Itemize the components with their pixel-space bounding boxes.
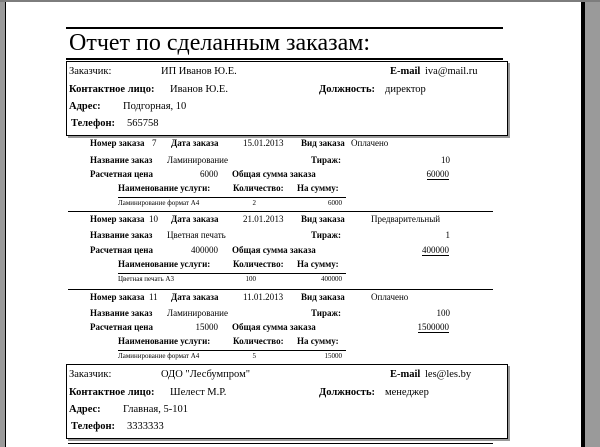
order-date: 15.01.2013 [243, 138, 284, 148]
sum-header: На сумму: [297, 183, 339, 193]
service-quantity: 2 [252, 199, 256, 207]
contact-value: Иванов Ю.Е. [170, 84, 228, 95]
customer-label: Заказчик: [69, 369, 112, 380]
customer-name: ОДО "Лесбумпром" [161, 369, 251, 380]
position-label: Должность: [319, 84, 376, 95]
service-sum: 6000 [328, 199, 342, 207]
order-separator [68, 289, 493, 290]
circulation-value: 1 [445, 230, 450, 240]
order-name: Ламинирование [167, 155, 228, 165]
customer-label: Заказчик: [69, 66, 112, 77]
order-number-label: Номер заказа [90, 138, 145, 148]
order-type: Предварительный [371, 214, 441, 224]
report-title: Отчет по сделанным заказам: [69, 30, 371, 56]
service-quantity: 100 [245, 275, 256, 283]
order-type-label: Вид заказа [301, 292, 345, 302]
phone-value: 565758 [127, 118, 159, 129]
circulation-value: 100 [436, 308, 450, 318]
phone-label: Телефон: [71, 421, 116, 432]
customer-name: ИП Иванов Ю.Е. [161, 66, 237, 77]
total-label: Общая сумма заказа [232, 322, 316, 332]
phone-label: Телефон: [71, 118, 116, 129]
order-name-label: Название заказ [90, 308, 153, 318]
unit-price-label: Расчетная цена [90, 245, 153, 255]
position-value: менеджер [385, 387, 429, 398]
order-number: 11 [149, 292, 158, 302]
circulation-label: Тираж: [311, 155, 341, 165]
unit-price-value: 400000 [191, 245, 218, 255]
service-sum: 400000 [321, 275, 342, 283]
order-separator [68, 211, 493, 212]
services-header-rule [118, 273, 346, 274]
circulation-label: Тираж: [311, 308, 341, 318]
email-value: iva@mail.ru [425, 66, 478, 77]
total-value: 60000 [426, 169, 449, 179]
service-name-header: Наименование услуги: [118, 183, 211, 193]
email-value: les@les.by [425, 369, 472, 380]
position-value: директор [385, 84, 426, 95]
report-page [5, 2, 582, 447]
quantity-header: Количество: [233, 183, 284, 193]
customer-block [66, 364, 508, 439]
order-date-label: Дата заказа [171, 214, 219, 224]
email-label: E-mail [390, 369, 421, 380]
address-value: Главная, 5-101 [123, 404, 188, 415]
unit-price-label: Расчетная цена [90, 169, 153, 179]
order-number: 7 [152, 138, 157, 148]
service-name: Цветная печать А3 [118, 275, 174, 283]
services-header-rule [118, 197, 346, 198]
order-date-label: Дата заказа [171, 138, 219, 148]
order-type-label: Вид заказа [301, 214, 345, 224]
order-number: 10 [149, 214, 158, 224]
sum-header: На сумму: [297, 336, 339, 346]
position-label: Должность: [319, 387, 376, 398]
circulation-label: Тираж: [311, 230, 341, 240]
unit-price-label: Расчетная цена [90, 322, 153, 332]
contact-label: Контактное лицо: [69, 387, 155, 398]
service-name: Ламинирование формат А4 [118, 199, 200, 207]
phone-value: 3333333 [127, 421, 164, 432]
unit-price-value: 15000 [195, 322, 218, 332]
order-name: Ламинирование [167, 308, 228, 318]
unit-price-value: 6000 [200, 169, 218, 179]
order-name-label: Название заказ [90, 230, 153, 240]
order-date: 11.01.2013 [243, 292, 284, 302]
address-label: Адрес: [69, 404, 101, 415]
order-date: 21.01.2013 [243, 214, 284, 224]
contact-label: Контактное лицо: [69, 84, 155, 95]
order-number-label: Номер заказа [90, 214, 145, 224]
address-value: Подгорная, 10 [123, 101, 187, 112]
email-label: E-mail [390, 66, 421, 77]
service-name-header: Наименование услуги: [118, 259, 211, 269]
order-type: Оплачено [371, 292, 409, 302]
order-type: Оплачено [351, 138, 389, 148]
total-value: 1500000 [417, 322, 449, 332]
quantity-header: Количество: [233, 259, 284, 269]
page-shadow [581, 2, 585, 447]
service-sum: 15000 [324, 352, 342, 360]
service-quantity: 5 [252, 352, 256, 360]
total-value: 400000 [422, 245, 449, 255]
circulation-value: 10 [441, 155, 450, 165]
address-label: Адрес: [69, 101, 101, 112]
order-separator [68, 443, 493, 444]
order-name: Цветная печать [167, 230, 226, 240]
quantity-header: Количество: [233, 336, 284, 346]
total-label: Общая сумма заказа [232, 245, 316, 255]
title-rule-bottom [66, 58, 503, 60]
service-name: Ламинирование формат А4 [118, 352, 200, 360]
order-name-label: Название заказ [90, 155, 153, 165]
service-name-header: Наименование услуги: [118, 336, 211, 346]
customer-block [66, 61, 508, 136]
total-label: Общая сумма заказа [232, 169, 316, 179]
sum-header: На сумму: [297, 259, 339, 269]
services-header-rule [118, 350, 346, 351]
contact-value: Шелест М.Р. [170, 387, 227, 398]
order-date-label: Дата заказа [171, 292, 219, 302]
order-number-label: Номер заказа [90, 292, 145, 302]
order-type-label: Вид заказа [301, 138, 345, 148]
